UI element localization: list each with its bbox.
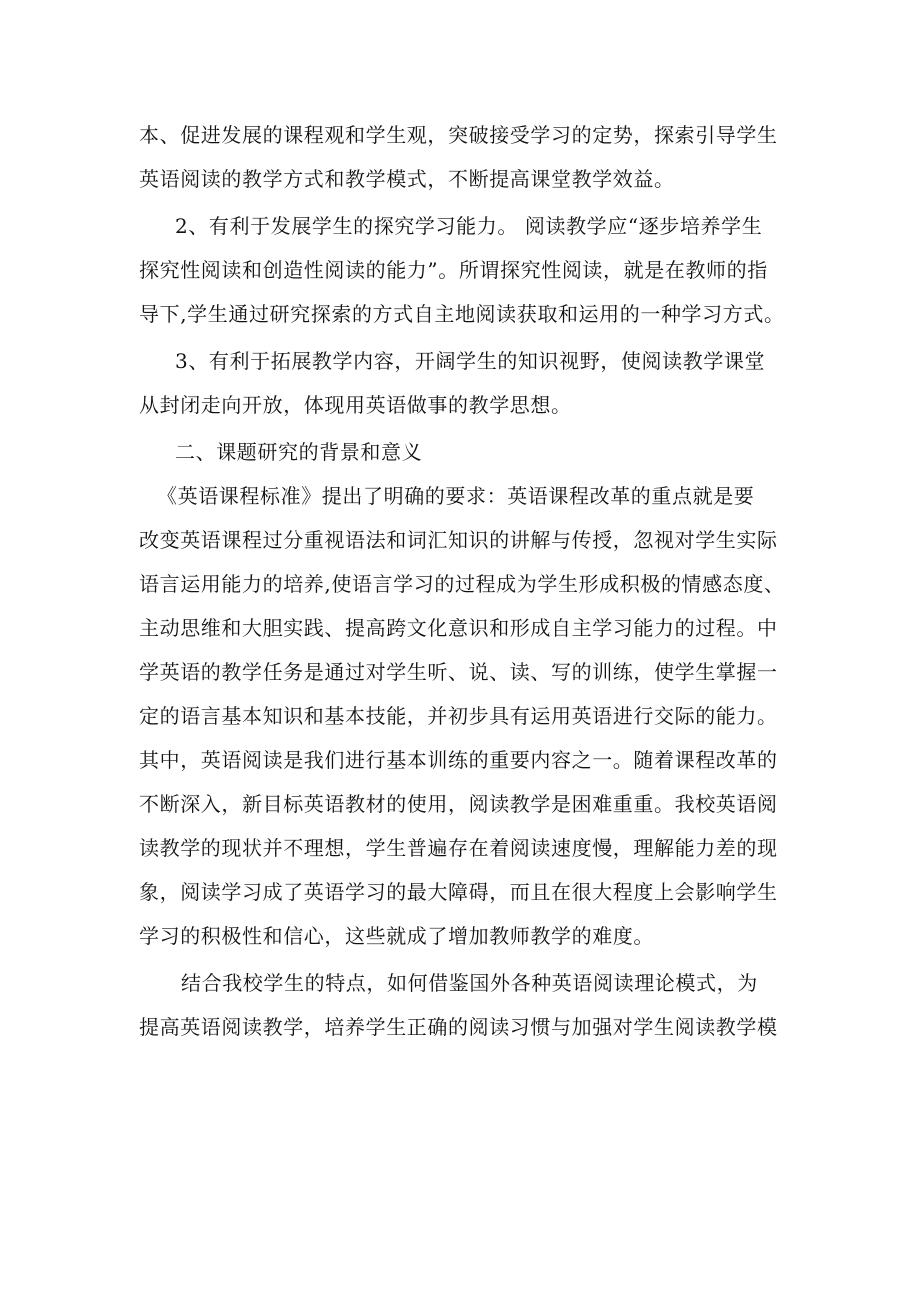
text-line: 改变英语课程过分重视语法和词汇知识的讲解与传授，忽视对学生实际: [139, 528, 778, 552]
text-line: 本、促进发展的课程观和学生观，突破接受学习的定势，探索引导学生: [139, 123, 778, 147]
text-line: 读教学的现状并不理想，学生普遍存在着阅读速度慢，理解能力差的现: [139, 836, 778, 860]
text-line: 《英语课程标准》提出了明确的要求：英语课程改革的重点就是要: [157, 484, 755, 508]
text-line: 主动思维和大胆实践、提高跨文化意识和形成自主学习能力的过程。中: [139, 616, 778, 640]
text-line: 象，阅读学习成了英语学习的最大障碍，而且在很大程度上会影响学生: [139, 880, 778, 904]
text-line: 从封闭走向开放，体现用英语做事的教学思想。: [139, 393, 572, 417]
text-line: 学习的积极性和信心，这些就成了增加教师教学的难度。: [139, 924, 654, 948]
text-line: 语言运用能力的培养,使语言学习的过程成为学生形成积极的情感态度、: [139, 572, 785, 596]
text-line: 提高英语阅读教学，培养学生正确的阅读习惯与加强对学生阅读教学模: [139, 1015, 778, 1039]
text-line: 导下,学生通过研究探索的方式自主地阅读获取和运用的一种学习方式。: [139, 302, 785, 326]
text-line: 不断深入，新目标英语教材的使用，阅读教学是困难重重。我校英语阅: [139, 792, 778, 816]
text-line: 探究性阅读和创造性阅读的能力”。所谓探究性阅读，就是在教师的指: [139, 258, 768, 282]
text-line: 定的语言基本知识和基本技能，并初步具有运用英语进行交际的能力。: [139, 704, 778, 728]
text-line: 2、有利于发展学生的探究学习能力。 阅读教学应“逐步培养学生: [175, 214, 763, 238]
text-line: 结合我校学生的特点，如何借鉴国外各种英语阅读理论模式，为: [181, 971, 758, 995]
text-line: 其中，英语阅读是我们进行基本训练的重要内容之一。随着课程改革的: [139, 748, 778, 772]
section-heading: 二、课题研究的背景和意义: [175, 440, 423, 464]
text-line: 学英语的教学任务是通过对学生听、说、读、写的训练，使学生掌握一: [139, 660, 778, 684]
document-body: [139, 120, 785, 1042]
text-line: 英语阅读的教学方式和教学模式，不断提高课堂教学效益。: [139, 167, 675, 191]
text-line: 3、有利于拓展教学内容，开阔学生的知识视野，使阅读教学课堂: [175, 349, 766, 373]
